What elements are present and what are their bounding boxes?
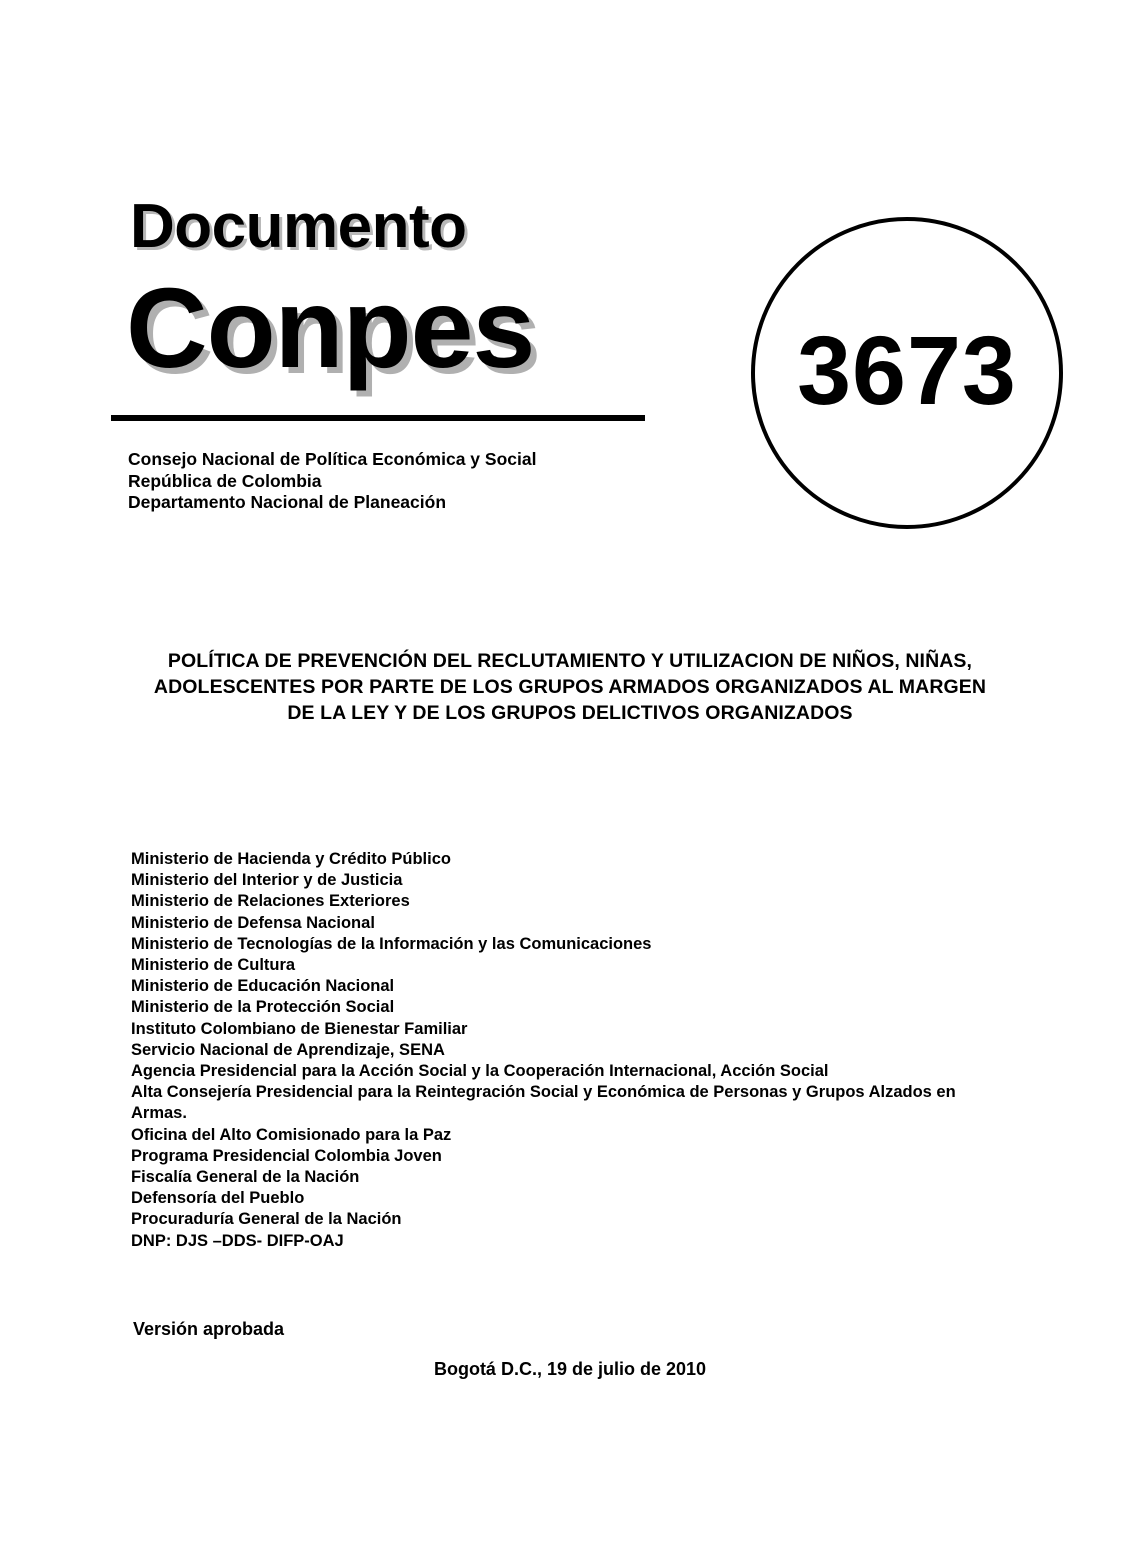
brand-underline-rule — [111, 415, 645, 421]
brand-conpes-text: Conpes — [126, 265, 535, 391]
list-item: Ministerio de Cultura — [131, 956, 296, 975]
organization-line-2: República de Colombia — [128, 470, 322, 491]
list-item: Ministerio de Educación Nacional — [131, 977, 395, 996]
brand-block — [111, 192, 671, 391]
list-item: Ministerio de la Protección Social — [131, 998, 395, 1017]
masthead — [0, 0, 1132, 560]
organization-line-1: Consejo Nacional de Política Económica y Social — [128, 449, 537, 469]
organization-line-3: Departamento Nacional de Planeación — [128, 492, 447, 512]
list-item: Fiscalía General de la Nación — [131, 1168, 360, 1187]
list-item: Ministerio de Hacienda y Crédito Público — [131, 850, 451, 868]
list-item: Defensoría del Pueblo — [131, 1189, 305, 1208]
list-item: Ministerio de Defensa Nacional — [131, 913, 375, 932]
list-item: Programa Presidencial Colombia Joven — [131, 1146, 442, 1165]
page-title: POLÍTICA DE PREVENCIÓN DEL RECLUTAMIENTO Y UTILIZACION DE NIÑOS, NIÑAS, ADOLESCENTES POR PARTE DE LOS GRUPOS ARMADOS ORGANIZADOS AL MARGEN DE LA LEY Y DE LOS GRUPOS DELICTIVOS ORGANIZADOS — [153, 650, 987, 724]
list-item: Procuraduría General de la Nación — [131, 1210, 402, 1229]
brand-documento-text: Documento — [130, 192, 467, 261]
list-item: Ministerio de Tecnologías de la Información y las Comunicaciones — [131, 934, 652, 953]
version-note: Versión aprobada — [133, 1319, 285, 1339]
list-item: Servicio Nacional de Aprendizaje, SENA — [131, 1040, 445, 1059]
place-and-date: Bogotá D.C., 19 de julio de 2010 — [433, 1359, 707, 1379]
list-item: DNP: DJS –DDS- DIFP-OAJ — [131, 1231, 344, 1250]
entities-list — [131, 849, 991, 1252]
list-item: Ministerio del Interior y de Justicia — [131, 871, 403, 890]
list-item: Oficina del Alto Comisionado para la Paz — [131, 1125, 452, 1144]
document-number-badge — [751, 217, 1063, 529]
organization-lines — [128, 449, 536, 514]
list-item: Alta Consejería Presidencial para la Reintegración Social y Económica de Personas y Grupos Alzados en Armas. — [131, 1083, 956, 1123]
list-item: Ministerio de Relaciones Exteriores — [131, 892, 410, 911]
list-item: Agencia Presidencial para la Acción Social y la Cooperación Internacional, Acción Social — [131, 1062, 829, 1081]
document-number: 3673 — [797, 315, 1017, 425]
list-item: Instituto Colombiano de Bienestar Familiar — [131, 1019, 468, 1038]
